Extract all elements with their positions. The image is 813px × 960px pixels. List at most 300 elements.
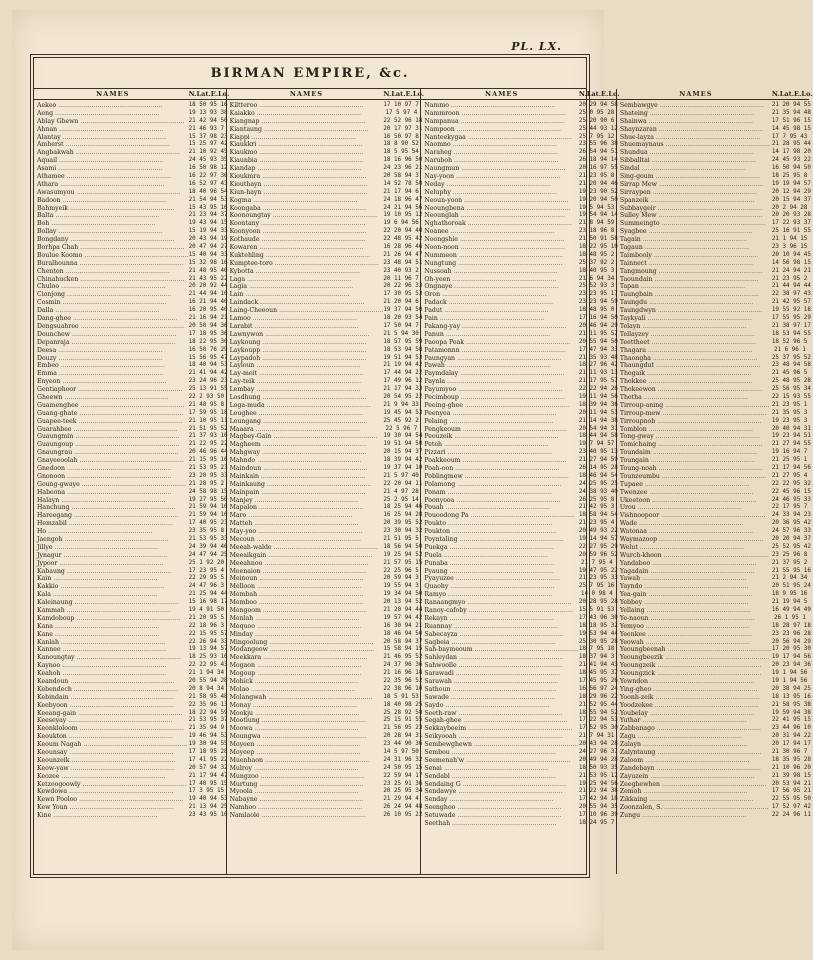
place-lat-lon: 21 4 97 28 <box>383 488 419 495</box>
place-name: Gentiaphoor ..... <box>37 386 189 394</box>
place-lat-lon: 21 15 95 16 <box>188 457 228 464</box>
place-lat-lon: 18 39 94 42 <box>383 457 423 464</box>
place-lat-lon: 21 57 95 15 <box>383 559 423 566</box>
place-lat-lon: 24 58 98 15 <box>188 488 228 495</box>
place-lat-lon: 19 30 94 55 <box>188 741 228 748</box>
place-name: Minday ..... <box>230 631 384 639</box>
place-lat-lon: 18 29 96 22 <box>578 693 618 700</box>
place-lat-lon: 20 8 94 34 <box>188 685 225 692</box>
place-name: Noon-noon ..... <box>424 244 578 252</box>
place-lat-lon: 18 25 95 8 <box>771 173 808 180</box>
place-lat-lon: 17 41 95 22 <box>188 756 228 763</box>
place-name: Poah-oon ..... <box>424 465 578 473</box>
place-row <box>424 749 618 757</box>
place-name: Telayn ..... <box>620 323 772 331</box>
place-lat-lon: 25 16 91 55 <box>771 228 811 235</box>
place-row <box>424 251 615 260</box>
place-row <box>37 409 228 418</box>
place-name: Yeoungbeenah ..... <box>620 646 772 654</box>
place-lat-lon: 22 59 94 17 <box>383 772 423 779</box>
place-row <box>619 709 811 718</box>
place-name: Sahwoolle ..... <box>424 662 578 670</box>
place-lat-lon: 18 25 94 46 <box>383 504 423 511</box>
place-row <box>37 212 228 220</box>
place-name: Keounsay ..... <box>37 749 189 757</box>
place-name: Sindal ..... <box>620 165 772 173</box>
place-name: Boulue Koomo ..... <box>37 252 189 260</box>
place-lat-lon: 22 17 95 7 <box>771 504 808 511</box>
gazetteer-column-3 <box>421 89 620 874</box>
place-row <box>424 102 618 110</box>
place-lat-lon: 21 46 93 7 <box>188 125 225 132</box>
place-row <box>229 622 423 631</box>
place-lat-lon: 25 7 95 12 <box>578 133 615 140</box>
place-lat-lon: 17 22 94 53 <box>578 717 618 724</box>
place-name: Poonyooa ..... <box>424 497 578 505</box>
place-row <box>619 322 811 331</box>
place-row <box>37 543 228 552</box>
place-row <box>619 125 811 134</box>
place-name: Dalla ..... <box>37 307 189 315</box>
place-name: Kiaukmo ..... <box>230 149 384 157</box>
place-lat-lon: 18 22 95 30 <box>188 338 228 345</box>
place-name: Losdhung ..... <box>230 394 384 402</box>
place-name: Laing-Cheeoun ..... <box>230 307 384 315</box>
place-row <box>619 812 811 820</box>
place-lat-lon: 25 7 95 16 <box>578 583 615 590</box>
place-lat-lon: 23 44 96 10 <box>771 725 811 732</box>
place-lat-lon: 21 5 97 40 <box>383 472 419 479</box>
place-lat-lon: 20 23 94 36 <box>771 662 811 669</box>
place-row <box>424 173 615 181</box>
place-lat-lon: 21 44 94 44 <box>771 283 811 290</box>
place-row <box>619 299 811 307</box>
place-lat-lon: 15 58 94 15 <box>383 646 423 653</box>
place-row <box>619 638 811 647</box>
place-name: Athamee ..... <box>37 173 189 181</box>
place-lat-lon: 20 2 94 28 <box>771 204 808 211</box>
place-row <box>37 464 228 473</box>
place-name: Cosmin ..... <box>37 299 189 307</box>
place-row <box>619 741 811 749</box>
place-lat-lon: 24 38 93 40 <box>578 488 618 495</box>
place-lat-lon: 18 48 95 2 <box>578 251 615 258</box>
place-row <box>229 670 423 678</box>
place-row <box>424 322 618 331</box>
place-name: Gnonoon ..... <box>37 473 189 481</box>
place-row <box>619 733 811 741</box>
place-lat-lon: 22 20 94 11 <box>383 480 423 487</box>
place-row <box>619 149 811 157</box>
place-lat-lon: 19 30 94 54 <box>383 433 423 440</box>
place-lat-lon: 20 15 94 37 <box>771 196 811 203</box>
place-lat-lon: 19 54 94 14 <box>578 212 618 219</box>
place-row <box>229 504 423 512</box>
place-name: Nummeon ..... <box>424 252 578 260</box>
place-name: Lay-meit ..... <box>230 370 384 378</box>
place-lat-lon: 22 2 93 50 <box>188 393 225 400</box>
place-lat-lon: 21 20 94 44 <box>383 607 423 613</box>
place-name: Rekayn ..... <box>424 615 578 623</box>
place-lat-lon: 17 7 95 43 <box>771 133 808 140</box>
place-lat-lon: 21 37 95 2 <box>771 559 808 566</box>
place-lat-lon: 18 57 95 59 <box>383 338 423 345</box>
place-name: Kanoungtay ..... <box>37 654 189 662</box>
place-row <box>37 338 228 347</box>
place-row <box>424 662 618 670</box>
place-row <box>37 472 228 481</box>
place-lat-lon: 18 46 94 50 <box>383 630 423 637</box>
place-name: Zalayn ..... <box>620 741 772 749</box>
place-name: Kuktehling ..... <box>230 252 384 260</box>
place-name: Pecimboup ..... <box>424 394 578 402</box>
place-name: Tupaee ..... <box>620 481 772 489</box>
place-name: Shaynzaran ..... <box>620 126 772 134</box>
place-row <box>37 102 228 110</box>
place-lat-lon: 21 29 94 4 <box>383 796 419 803</box>
place-name: Athara ..... <box>37 181 189 189</box>
place-name: Douzy ..... <box>37 355 189 363</box>
place-name: Gnedoon ..... <box>37 465 189 473</box>
place-lat-lon: 21 35 94 9 <box>188 725 225 732</box>
place-lat-lon: 20 16 97 55 <box>578 165 618 172</box>
gazetteer-column-2 <box>227 89 425 874</box>
place-row <box>619 291 811 299</box>
place-row <box>619 433 811 441</box>
place-row <box>229 125 423 134</box>
place-name: Koongaba ..... <box>230 205 384 213</box>
place-row <box>424 433 618 441</box>
place-name: Ranoy-cafoby ..... <box>424 607 578 615</box>
place-row <box>37 599 228 607</box>
place-name: Koonyoon ..... <box>230 228 384 236</box>
place-row <box>229 725 423 733</box>
place-lat-lon: 22 20 94 40 <box>383 228 423 235</box>
place-lat-lon: 17 10 96 39 <box>578 812 618 819</box>
place-row <box>37 259 228 268</box>
place-row <box>230 149 418 157</box>
lat-lon-header: N.Lat.E.Lo. <box>771 90 813 98</box>
place-row <box>229 464 423 473</box>
place-row <box>229 117 423 126</box>
place-lat-lon: 25 37 95 52 <box>771 354 811 361</box>
place-row <box>37 126 223 134</box>
place-row <box>37 196 228 205</box>
place-name: Kumptee-toro ..... <box>230 260 384 268</box>
place-row <box>619 165 811 173</box>
place-row <box>37 165 228 173</box>
place-lat-lon: 25 28 92 58 <box>383 709 423 716</box>
place-lat-lon: 21 11 93 13 <box>578 370 618 377</box>
place-row <box>229 520 423 528</box>
place-name: Yeoungbeezik ..... <box>620 654 772 662</box>
place-row <box>619 259 811 268</box>
place-row <box>37 701 228 710</box>
place-lat-lon: 21 25 95 1 <box>771 457 808 464</box>
place-name: Aquail ..... <box>37 157 189 165</box>
place-lat-lon: 24 23 96 21 <box>383 165 423 172</box>
place-lat-lon: 19 17 94 56 <box>771 654 811 661</box>
place-name: Kanlah ..... <box>37 639 189 647</box>
place-row <box>424 591 612 599</box>
place-lat-lon: 18 50 93 35 <box>578 764 618 771</box>
place-row <box>230 426 418 434</box>
place-name: Guamenghee ..... <box>37 402 189 410</box>
place-lat-lon: 21 53 95 12 <box>578 772 618 779</box>
place-lat-lon: 16 56 97 24 <box>578 685 618 692</box>
place-row <box>424 449 618 457</box>
place-row <box>37 693 228 702</box>
place-row <box>620 244 806 252</box>
place-name: Magheem ..... <box>230 441 384 449</box>
place-lat-lon: 16 30 94 21 <box>383 622 423 629</box>
place-lat-lon: 21 27 95 4 <box>771 472 808 479</box>
place-lat-lon: 14 0 98 4 <box>580 591 613 598</box>
place-name: Poukto ..... <box>424 520 578 528</box>
place-name: Paoopa Peak ..... <box>424 339 578 347</box>
place-name: Sembou ..... <box>424 749 578 757</box>
place-row <box>424 307 615 315</box>
place-name: Loughee ..... <box>230 410 384 418</box>
place-name: Peouzeik ..... <box>424 433 578 441</box>
place-row <box>619 701 811 710</box>
place-name: Sabecayza ..... <box>424 631 578 639</box>
place-row <box>230 575 418 583</box>
place-lat-lon: 20 38 94 25 <box>771 685 811 692</box>
place-lat-lon: 20 49 93 22 <box>578 528 618 535</box>
place-row <box>424 622 618 631</box>
place-row <box>619 646 811 654</box>
place-row <box>37 591 228 599</box>
place-row <box>37 646 228 654</box>
place-name: Ye-naoun ..... <box>620 615 772 623</box>
place-row <box>619 630 811 639</box>
place-name: Kaleinaung ..... <box>37 599 189 607</box>
place-row <box>424 788 618 796</box>
place-name: Deesa ..... <box>37 347 189 355</box>
place-row <box>424 180 618 189</box>
place-name: Myoola ..... <box>230 788 384 796</box>
place-row <box>229 449 423 457</box>
column-header <box>421 89 620 100</box>
place-name: Magbey-Gain ..... <box>230 433 384 441</box>
place-lat-lon: 21 58 95 48 <box>188 693 228 700</box>
place-name: Lembay ..... <box>230 386 384 394</box>
place-row <box>229 804 423 812</box>
place-name: Sendabl ..... <box>424 773 578 781</box>
place-lat-lon: 18 44 94 58 <box>578 433 618 440</box>
place-name: Namhoo ..... <box>230 804 384 812</box>
place-name: Guapee-teek ..... <box>37 418 189 426</box>
place-name: Thaungdut ..... <box>620 362 772 370</box>
place-name: Oron ..... <box>424 291 578 299</box>
place-name: Senai ..... <box>424 765 578 773</box>
place-lat-lon: 21 9 94 33 <box>383 401 419 408</box>
place-lat-lon: 21 17 95 57 <box>578 378 618 385</box>
place-row <box>619 622 811 631</box>
place-row <box>37 322 228 331</box>
place-lat-lon: 21 50 91 58 <box>578 236 618 243</box>
place-lat-lon: 20 58 94 37 <box>383 638 423 645</box>
place-lat-lon: 17 42 94 18 <box>578 796 618 803</box>
place-row <box>37 173 228 181</box>
place-lat-lon: 24 18 96 47 <box>383 196 423 203</box>
place-lat-lon: 21 14 94 38 <box>578 417 618 424</box>
place-name: Shuemaynaus ..... <box>620 141 772 149</box>
place-lat-lon: 21 20 95 5 <box>188 614 225 621</box>
place-lat-lon: 18 40 95 3 <box>578 267 615 274</box>
place-row <box>37 756 228 765</box>
place-name: Thekkee ..... <box>620 378 772 386</box>
place-name: Kothaude ..... <box>230 236 384 244</box>
place-name: Kogma ..... <box>230 197 384 205</box>
place-row <box>424 575 618 583</box>
place-lat-lon: 23 40 93 2 <box>383 267 419 274</box>
place-name: Murtung ..... <box>230 781 384 789</box>
place-lat-lon: 25 20 90 6 <box>578 117 615 124</box>
place-row <box>37 425 228 434</box>
place-lat-lon: 20 36 95 42 <box>771 520 811 527</box>
place-row <box>424 472 618 481</box>
place-row <box>37 607 223 615</box>
place-row <box>424 338 618 347</box>
place-lat-lon: 18 37 94 3 <box>578 654 615 661</box>
place-name: Tapan ..... <box>620 283 772 291</box>
place-name: Meeaikgain ..... <box>230 552 384 560</box>
place-row <box>37 764 228 773</box>
place-name: Nammroon ..... <box>424 110 578 118</box>
place-lat-lon: 19 23 90 52 <box>578 188 618 195</box>
place-row <box>424 504 615 512</box>
place-name: Nghathoroak ..... <box>424 220 578 228</box>
place-name: Ablay Gbewn ..... <box>37 118 189 126</box>
place-lat-lon: 17 51 96 15 <box>771 117 811 124</box>
place-name: Watonaa ..... <box>620 528 772 536</box>
place-lat-lon: 20 13 94 52 <box>383 599 423 606</box>
place-lat-lon: 21 54 94 53 <box>188 196 228 203</box>
place-lat-lon: 23 25 96 8 <box>771 551 808 558</box>
place-lat-lon: 21 46 95 52 <box>383 654 423 661</box>
place-row <box>37 780 228 789</box>
place-lat-lon: 17 43 96 30 <box>578 614 618 621</box>
place-name: Mecoun ..... <box>230 536 384 544</box>
place-row <box>37 291 228 299</box>
place-row <box>619 654 811 662</box>
place-row <box>37 109 228 118</box>
place-lat-lon: 21 35 94 48 <box>771 109 811 116</box>
place-name: Shainwa ..... <box>620 118 772 126</box>
place-lat-lon: 22 5 96 7 <box>385 425 418 432</box>
place-lat-lon: 16 50 76 29 <box>188 346 228 353</box>
place-row <box>424 638 618 647</box>
place-lat-lon: 21 28 95 44 <box>771 141 811 148</box>
place-name: Asami ..... <box>37 165 189 173</box>
place-lat-lon: 21 51 95 5 <box>383 535 419 542</box>
place-name: Pyaung ..... <box>424 568 578 576</box>
place-name: Yuthar ..... <box>620 717 772 725</box>
place-name: Kaiakko ..... <box>230 110 384 118</box>
place-name: Emma ..... <box>37 370 189 378</box>
place-lat-lon: 19 7 94 57 <box>578 441 615 448</box>
place-name: Sagbeia ..... <box>424 639 578 647</box>
place-lat-lon: 23 18 96 8 <box>578 228 615 235</box>
place-name: Seenghoo ..... <box>424 804 578 812</box>
place-name: Kiouthayn ..... <box>230 181 384 189</box>
place-row <box>37 220 228 228</box>
place-row <box>619 535 811 544</box>
place-row <box>619 441 811 449</box>
place-row <box>619 488 811 497</box>
place-name: Kana ..... <box>37 623 189 631</box>
names-header: NAMES <box>96 90 130 98</box>
place-name: Yagadain ..... <box>620 568 772 576</box>
place-name: Kaynoo ..... <box>37 662 189 670</box>
place-lat-lon: 19 37 94 10 <box>383 464 423 471</box>
place-row <box>424 401 618 410</box>
place-lat-lon: 21 43 95 22 <box>188 275 228 282</box>
place-lat-lon: 21 16 94 21 <box>188 315 228 322</box>
place-lat-lon: 20 17 97 31 <box>383 125 423 132</box>
place-row <box>37 717 228 725</box>
place-lat-lon: 20 12 94 29 <box>771 188 811 195</box>
place-lat-lon: 20 58 94 3 <box>383 173 419 180</box>
place-lat-lon: 21 7 95 4 <box>580 559 613 566</box>
place-row <box>230 473 418 481</box>
place-lat-lon: 17 16 94 50 <box>578 315 618 322</box>
place-row <box>619 157 811 165</box>
place-row <box>424 196 618 205</box>
place-row <box>424 228 615 236</box>
place-lat-lon: 20 43 94 19 <box>188 236 228 243</box>
place-lat-lon: 21 17 94 6 <box>383 188 419 195</box>
place-name: Mequoo ..... <box>230 623 384 631</box>
place-lat-lon: 21 10 96 20 <box>771 764 811 771</box>
place-name: Maro ..... <box>230 512 384 520</box>
place-name: Youbelay ..... <box>620 710 772 718</box>
place-row <box>37 733 228 741</box>
gazetteer-column-1 <box>34 89 230 874</box>
place-name: Syagbee ..... <box>620 228 772 236</box>
place-name: Thagara ..... <box>620 347 772 355</box>
place-name: Naomno ..... <box>424 141 578 149</box>
place-name: Mungzoo ..... <box>230 773 384 781</box>
place-name: Loga-muda ..... <box>230 402 384 410</box>
place-row <box>230 268 418 276</box>
place-name: Moyeep ..... <box>230 749 384 757</box>
place-row <box>424 780 618 789</box>
place-row <box>619 725 811 733</box>
place-row <box>229 780 423 789</box>
place-row <box>424 685 618 694</box>
place-name: Sendaing G ..... <box>424 781 578 789</box>
place-name: Teettheet ..... <box>620 339 772 347</box>
place-name: Balta ..... <box>37 212 189 220</box>
place-name: Seeth-raw ..... <box>424 710 578 718</box>
place-name: Mohick ..... <box>230 678 384 686</box>
place-row <box>229 741 423 749</box>
place-name: Matteh ..... <box>230 520 384 528</box>
place-row <box>229 772 423 781</box>
place-lat-lon: 23 23 95 17 <box>578 291 618 298</box>
place-row <box>424 630 618 639</box>
place-row <box>619 220 811 228</box>
place-row <box>230 418 418 426</box>
place-name: Menlah ..... <box>230 615 384 623</box>
place-row <box>619 283 811 291</box>
place-name: Bahmyeik ..... <box>37 205 189 213</box>
place-lat-lon: 20 50 94 36 <box>188 322 228 329</box>
place-name: Zayuzein ..... <box>620 773 772 781</box>
